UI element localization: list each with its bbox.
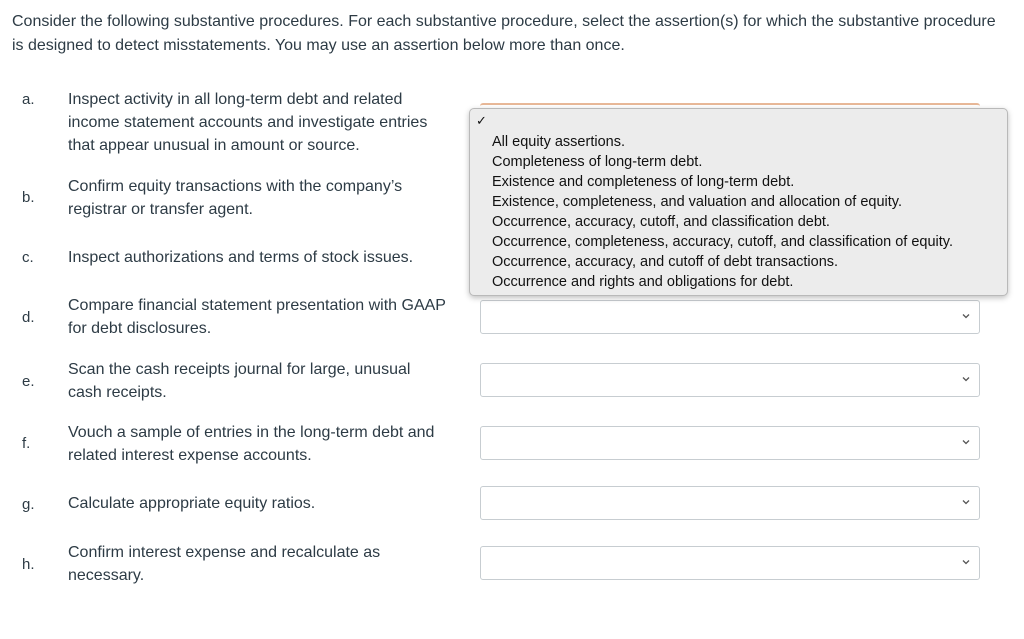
procedure-text: Compare financial statement presentation with GAAP for debt disclosures. [68,297,446,337]
chevron-down-icon [960,373,972,385]
chevron-down-icon [960,436,972,448]
assertion-select-h[interactable] [480,546,980,580]
dropdown-option[interactable]: Occurrence, accuracy, cutoff, and classification debt. [492,214,830,230]
dropdown-option[interactable]: Existence and completeness of long-term debt. [492,174,795,190]
procedure-text: Inspect authorizations and terms of stock issues. [68,249,414,266]
dropdown-option[interactable]: Occurrence, accuracy, and cutoff of debt transactions. [492,254,839,270]
assertion-select-e[interactable] [480,363,980,397]
procedure-letter: f. [22,435,31,452]
procedure-letter: d. [22,309,35,326]
procedure-letter: g. [22,496,35,513]
checkmark-icon: ✓ [476,113,487,128]
dropdown-option[interactable]: Occurrence, completeness, accuracy, cutoff, and classification of equity. [492,234,953,250]
assertion-select-d[interactable] [480,300,980,334]
procedure-text: Confirm interest expense and recalculate as necessary. [68,544,381,584]
chevron-down-icon [960,310,972,322]
dropdown-option[interactable]: Existence, completeness, and valuation and allocation of equity. [492,194,903,210]
procedure-text: Calculate appropriate equity ratios. [68,495,316,512]
procedure-letter: a. [22,91,35,108]
assertion-select-f[interactable] [480,426,980,460]
chevron-down-icon [960,556,972,568]
procedure-letter: c. [22,249,34,266]
dropdown-option[interactable]: Completeness of long-term debt. [492,154,703,170]
procedure-letter: b. [22,189,35,206]
dropdown-option[interactable]: All equity assertions. [492,134,625,150]
procedure-text: Scan the cash receipts journal for large, unusual cash receipts. [68,361,411,401]
procedure-letter: e. [22,373,35,390]
procedure-letter: h. [22,556,35,573]
assertion-dropdown-menu[interactable] [469,108,1008,296]
procedure-text: Vouch a sample of entries in the long-term debt and related interest expense accounts. [68,424,435,464]
procedure-text: Confirm equity transactions with the company’s registrar or transfer agent. [68,178,403,218]
assertion-select-g[interactable] [480,486,980,520]
dropdown-option[interactable]: Occurrence and rights and obligations for debt. [492,274,794,290]
chevron-down-icon [960,496,972,508]
instructions-text: Consider the following substantive procedures. For each substantive procedure, select the assertion(s) for which the substantive procedure is designed to detect misstatements. You may use an assertion below more than once. [12,13,996,54]
procedure-text: Inspect activity in all long-term debt and related income statement accounts and investigate entries that appear unusual in amount or source. [68,91,428,154]
